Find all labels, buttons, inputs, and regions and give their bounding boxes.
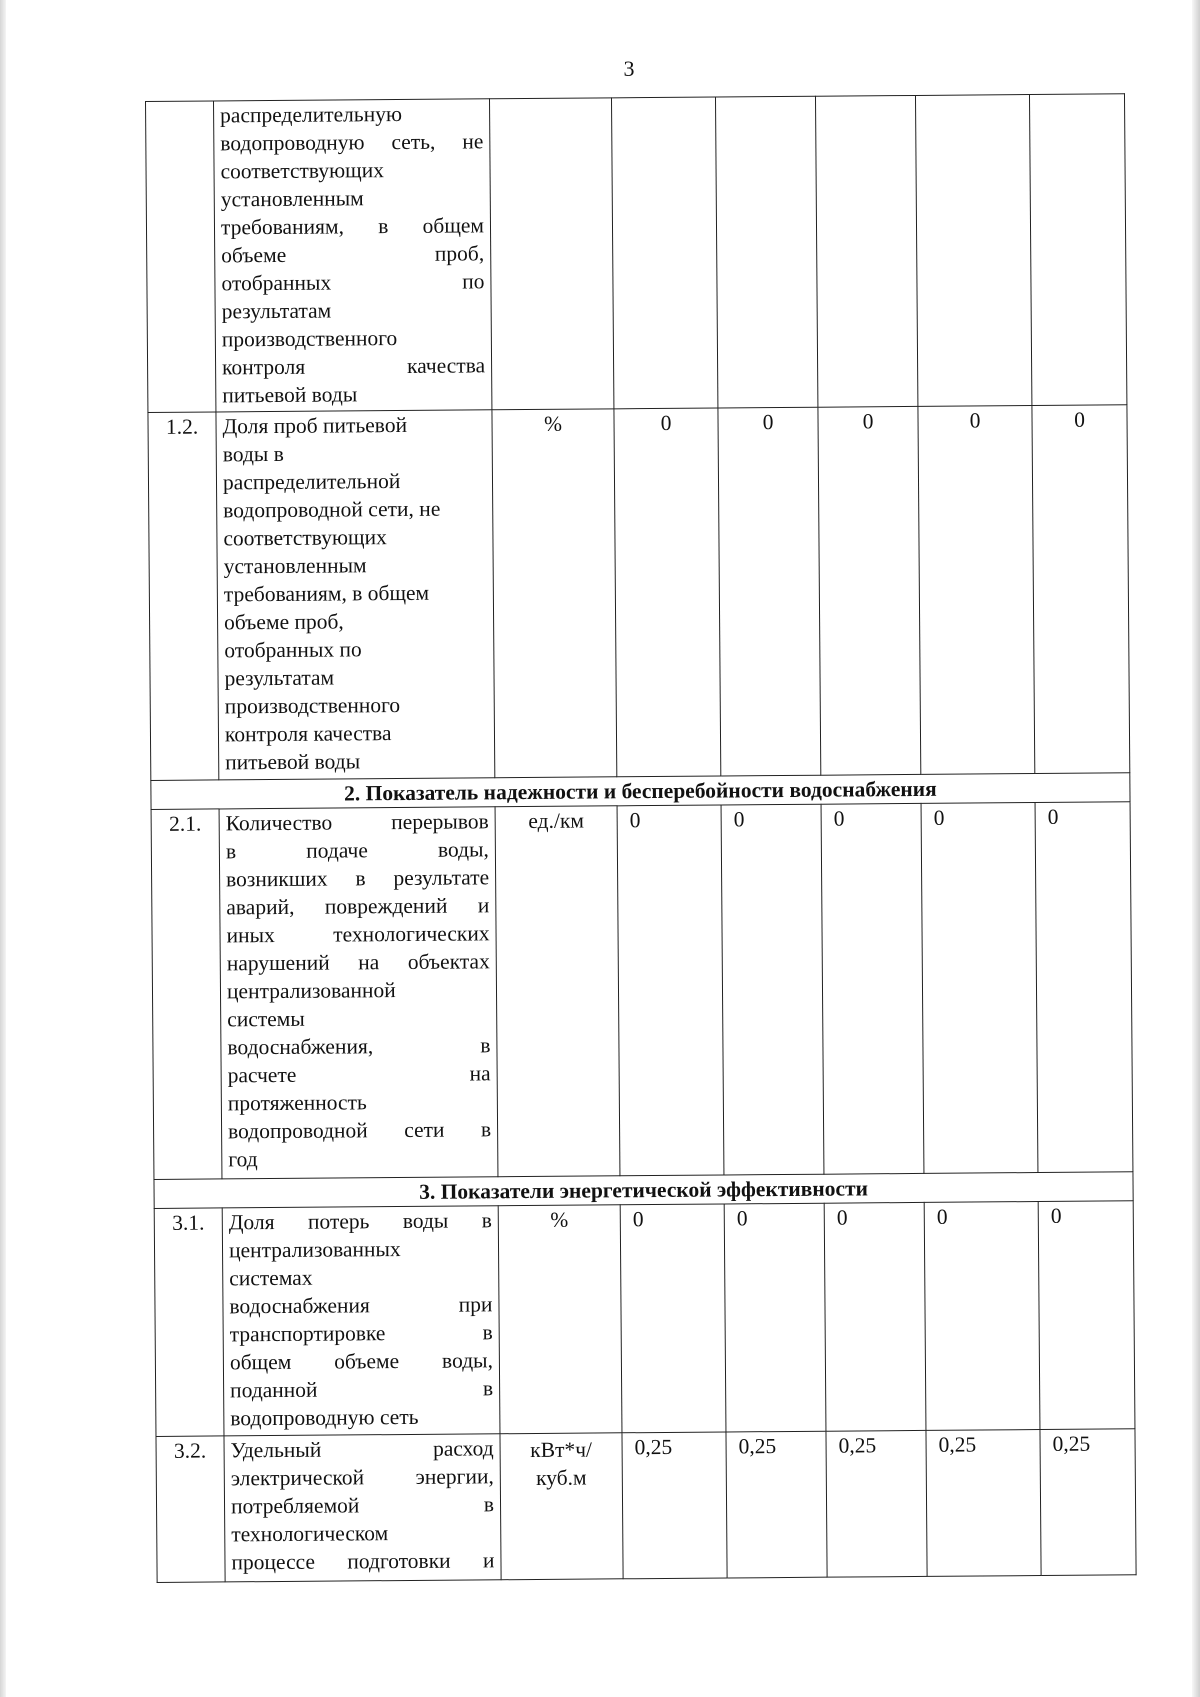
indicator-name-cell: распределительную водопроводную сеть, не соответствующих установленным требованиям, в общем объеме проб, отобранных по результатам производственного контроля качества питьевой воды — [214, 99, 492, 412]
value-cell: 0,25 — [826, 1430, 927, 1577]
value-cell: 0 — [918, 406, 1035, 775]
value-cell: 0 — [821, 803, 924, 1174]
value-cell: 0 — [924, 1202, 1040, 1431]
scan-edge-right — [1192, 0, 1200, 1697]
unit-cell: % — [498, 1205, 622, 1434]
value-cell: 0,25 — [926, 1430, 1041, 1577]
row-number: 1.2. — [148, 412, 219, 781]
value-cell — [815, 95, 917, 407]
indicator-name-cell: Удельный расход электрической энергии, потребляемой в технологическом процессе подготовки и — [224, 1434, 501, 1582]
page-number: 3 — [623, 56, 635, 81]
indicators-table — [145, 93, 1137, 1583]
value-cell: 0 — [721, 804, 824, 1175]
value-cell — [1029, 94, 1126, 406]
unit-cell: % — [492, 409, 617, 778]
table-row — [148, 405, 1130, 781]
value-cell: 0,25 — [726, 1431, 827, 1578]
table-row — [154, 1201, 1135, 1437]
scan-edge-left — [0, 0, 6, 1697]
unit-cell — [489, 98, 613, 410]
value-cell: 0 — [620, 1204, 726, 1433]
value-cell: 0,25 — [622, 1432, 727, 1579]
value-cell: 0 — [614, 408, 721, 777]
indicator-name-cell: Доля проб питьевой воды в распределительной водопроводной сети, не соответствующих установленным требованиям, в общем объеме проб, отобранных по результатам производственного контроля качества питьевой воды — [216, 410, 495, 780]
value-cell: 0,25 — [1040, 1429, 1136, 1576]
row-number: 3.2. — [156, 1436, 225, 1583]
indicator-name-cell: Количество перерывов в подаче воды, возникших в результате аварий, повреждений и иных технологических нарушений на объектах централизованной системы водоснабжения, в расчете на протяженность водопроводной сети в год — [219, 807, 498, 1179]
unit-cell: кВт*ч/ куб.м — [500, 1433, 623, 1580]
row-number-cell — [146, 101, 216, 413]
section-title: 3. Показатели энергетической эффективности — [154, 1172, 1133, 1209]
table-row — [146, 94, 1127, 413]
value-cell: 0 — [617, 805, 724, 1176]
value-cell: 0 — [718, 407, 821, 776]
indicator-name-cell: Доля потерь воды в централизованных системах водоснабжения при транспортировке в общем объеме воды, поданной в водопроводную сеть — [222, 1206, 500, 1436]
unit-cell: ед./км — [495, 806, 620, 1177]
table-row — [151, 802, 1133, 1180]
value-cell: 0 — [824, 1202, 926, 1431]
row-number: 3.1. — [154, 1208, 224, 1437]
value-cell: 0 — [1038, 1201, 1135, 1430]
value-cell — [715, 96, 817, 408]
value-cell: 0 — [921, 803, 1038, 1174]
table-row — [156, 1429, 1136, 1583]
value-cell: 0 — [1032, 405, 1130, 774]
value-cell: 0 — [818, 406, 921, 775]
value-cell — [611, 97, 717, 409]
section-title: 2. Показатель надежности и бесперебойности водоснабжения — [151, 773, 1130, 810]
row-number: 2.1. — [151, 809, 222, 1180]
value-cell — [915, 95, 1031, 407]
value-cell: 0 — [724, 1203, 826, 1432]
value-cell: 0 — [1035, 802, 1133, 1173]
